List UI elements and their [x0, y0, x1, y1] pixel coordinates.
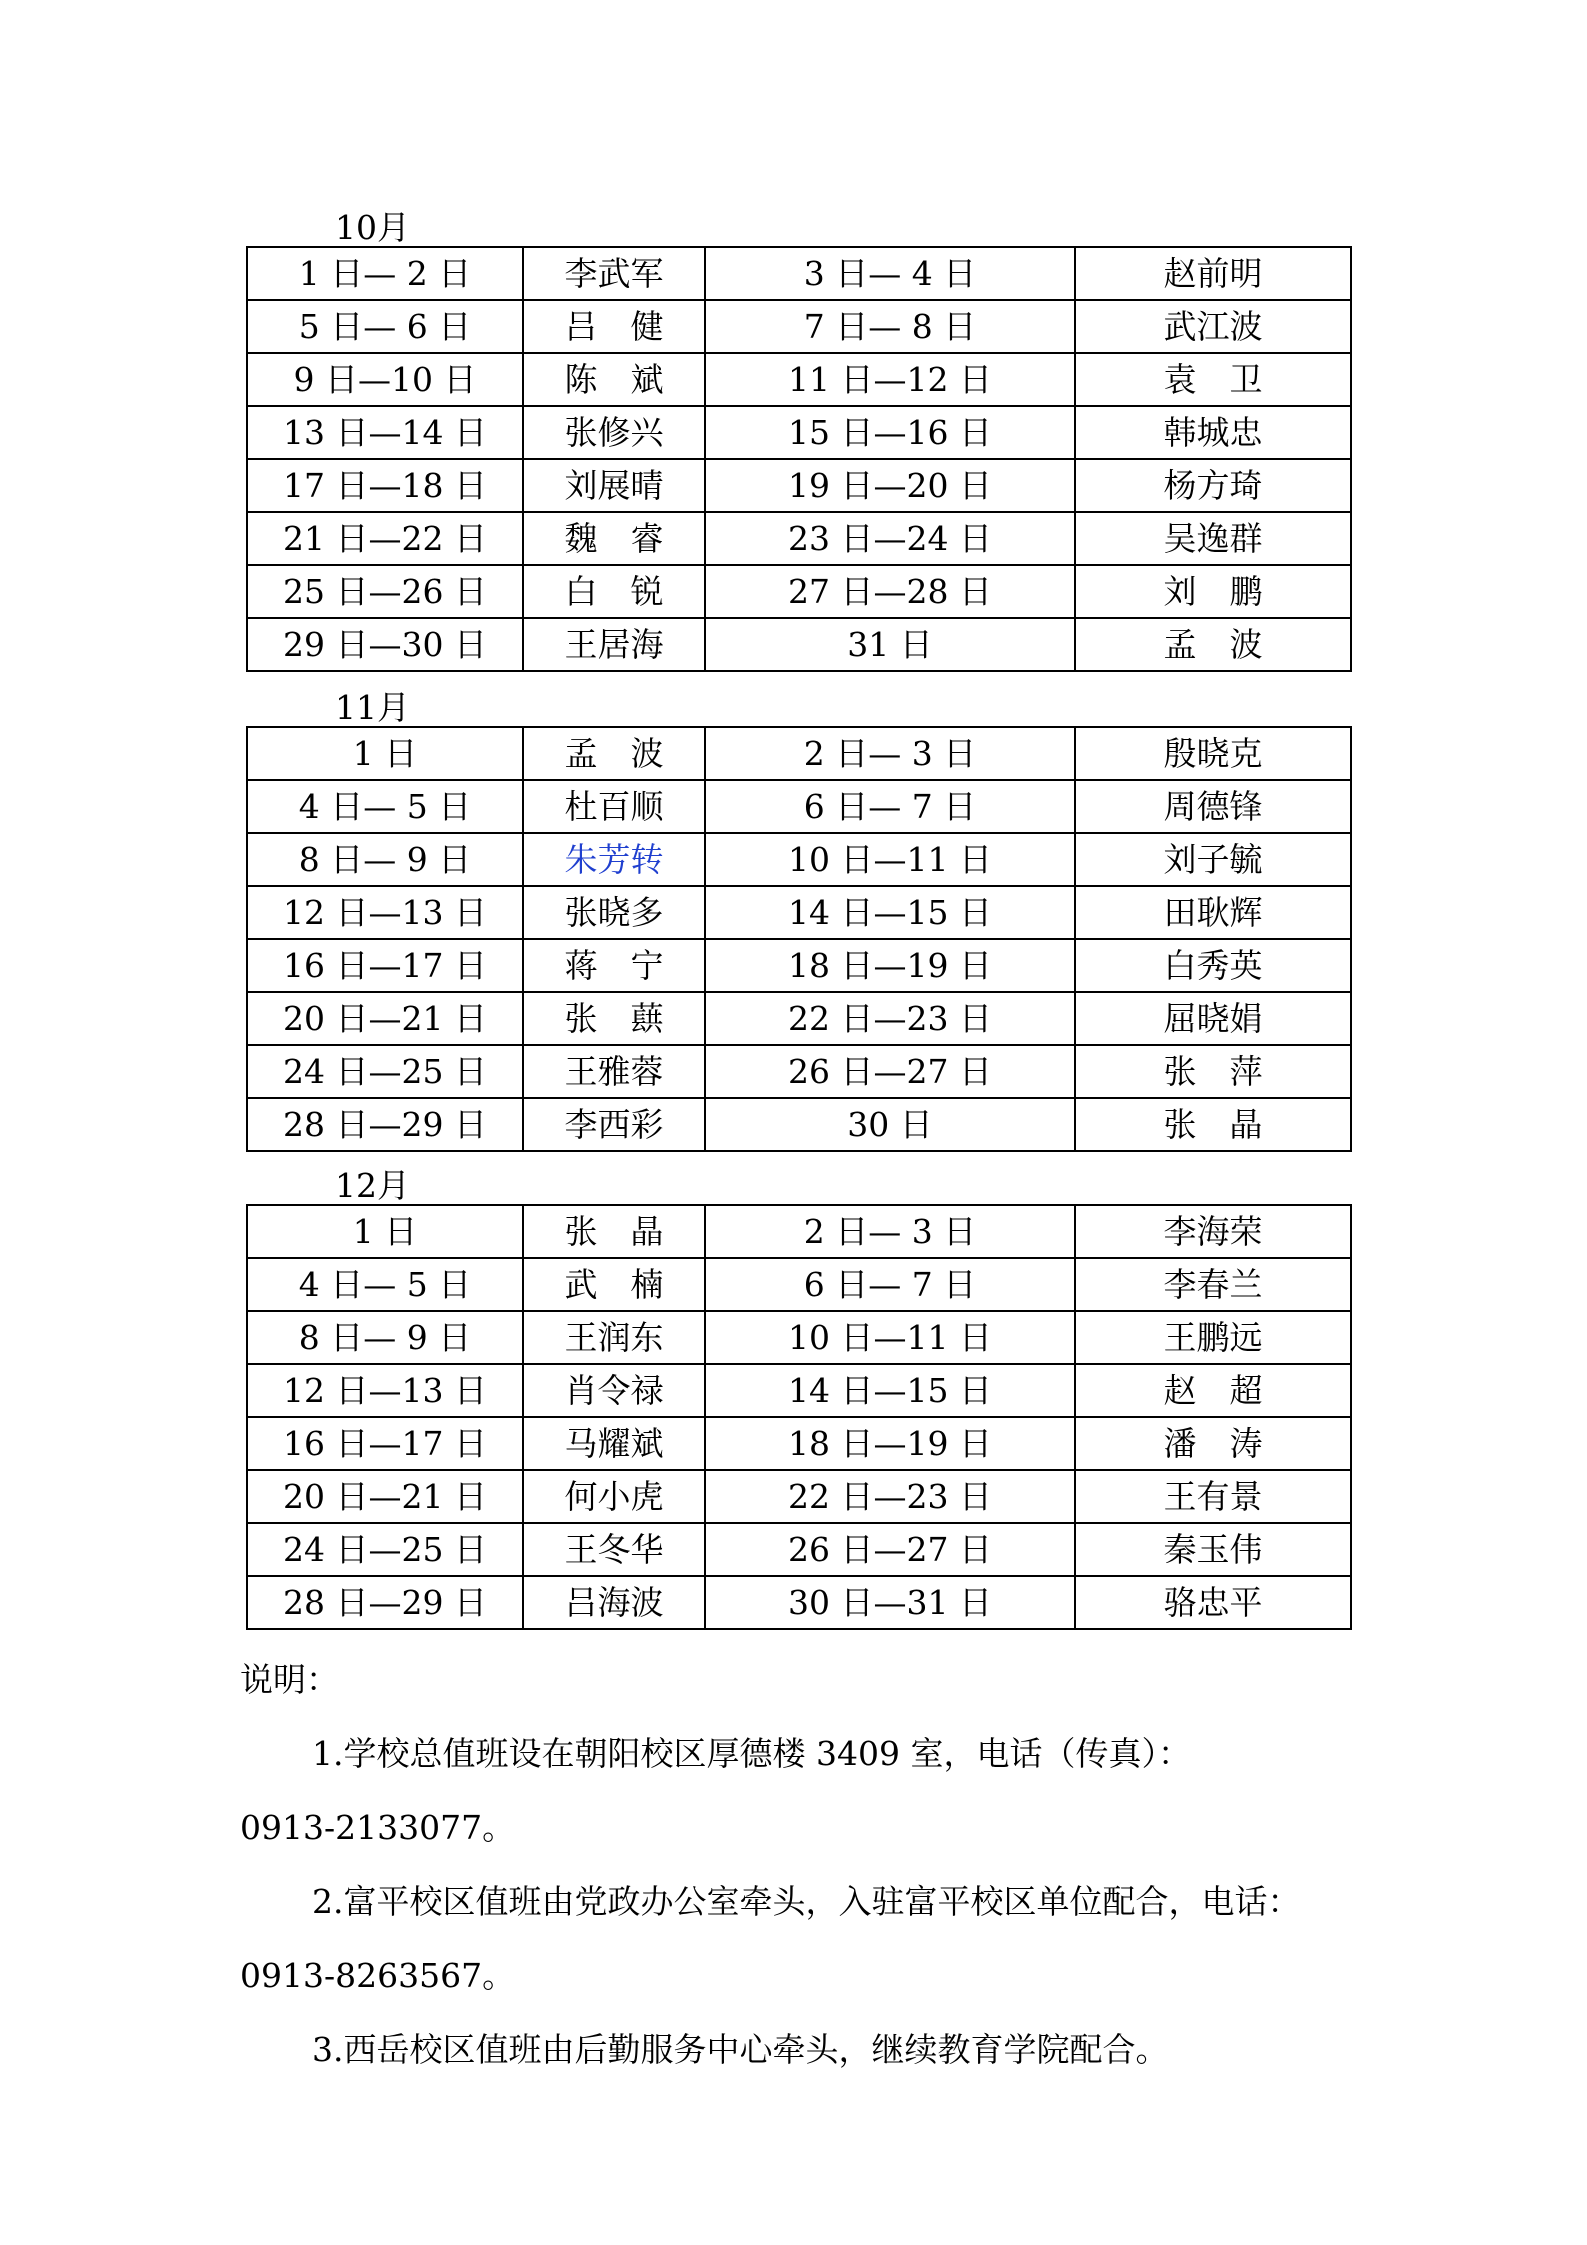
cell-date-range-b: 15 日—16 日	[705, 406, 1075, 459]
cell-person-b: 殷晓克	[1075, 727, 1351, 780]
cell-person-b: 王有景	[1075, 1470, 1351, 1523]
table-row	[247, 939, 1351, 992]
cell-person-a: 何小虎	[523, 1470, 705, 1523]
cell-date-range-b: 18 日—19 日	[705, 1417, 1075, 1470]
note-3-line-1: 3.西岳校区值班由后勤服务中心牵头，继续教育学院配合。	[312, 2030, 1169, 2069]
cell-person-a: 朱芳转	[523, 833, 705, 886]
cell-date-range-b: 6 日— 7 日	[705, 1258, 1075, 1311]
cell-date-range-b: 10 日—11 日	[705, 833, 1075, 886]
table-row	[247, 1311, 1351, 1364]
cell-person-a: 刘展晴	[523, 459, 705, 512]
cell-date-range-b: 6 日— 7 日	[705, 780, 1075, 833]
cell-person-b: 屈晓娟	[1075, 992, 1351, 1045]
cell-person-b: 刘子毓	[1075, 833, 1351, 886]
cell-person-b: 韩城忠	[1075, 406, 1351, 459]
cell-person-a: 张修兴	[523, 406, 705, 459]
cell-date-range-a: 24 日—25 日	[247, 1045, 523, 1098]
cell-person-b: 李春兰	[1075, 1258, 1351, 1311]
table-row	[247, 459, 1351, 512]
cell-date-range-a: 28 日—29 日	[247, 1576, 523, 1629]
table-row	[247, 992, 1351, 1045]
cell-date-range-a: 21 日—22 日	[247, 512, 523, 565]
duty-table-october	[246, 246, 1352, 672]
cell-date-range-b: 10 日—11 日	[705, 1311, 1075, 1364]
cell-date-range-a: 4 日— 5 日	[247, 1258, 523, 1311]
table-row	[247, 300, 1351, 353]
cell-date-range-a: 28 日—29 日	[247, 1098, 523, 1151]
cell-date-range-b: 19 日—20 日	[705, 459, 1075, 512]
note-2-line-2: 0913-8263567。	[240, 1956, 516, 1995]
cell-date-range-b: 22 日—23 日	[705, 992, 1075, 1045]
cell-person-a: 陈 斌	[523, 353, 705, 406]
cell-date-range-a: 1 日	[247, 727, 523, 780]
cell-date-range-a: 9 日—10 日	[247, 353, 523, 406]
cell-person-b: 赵 超	[1075, 1364, 1351, 1417]
cell-person-a: 王冬华	[523, 1523, 705, 1576]
cell-person-b: 骆忠平	[1075, 1576, 1351, 1629]
cell-person-b: 周德锋	[1075, 780, 1351, 833]
cell-person-b: 田耿辉	[1075, 886, 1351, 939]
month-label-november: 11月	[335, 688, 410, 727]
cell-person-a: 蒋 宁	[523, 939, 705, 992]
table-row	[247, 1576, 1351, 1629]
cell-person-a: 武 楠	[523, 1258, 705, 1311]
table-row	[247, 1364, 1351, 1417]
cell-date-range-b: 27 日—28 日	[705, 565, 1075, 618]
cell-person-a: 王润东	[523, 1311, 705, 1364]
cell-date-range-b: 18 日—19 日	[705, 939, 1075, 992]
table-row	[247, 618, 1351, 671]
table-row	[247, 833, 1351, 886]
cell-date-range-a: 1 日	[247, 1205, 523, 1258]
cell-person-a: 孟 波	[523, 727, 705, 780]
cell-person-b: 武江波	[1075, 300, 1351, 353]
cell-person-a: 魏 睿	[523, 512, 705, 565]
table-row	[247, 1205, 1351, 1258]
cell-person-a: 马耀斌	[523, 1417, 705, 1470]
cell-date-range-b: 22 日—23 日	[705, 1470, 1075, 1523]
cell-person-b: 杨方琦	[1075, 459, 1351, 512]
cell-date-range-b: 2 日— 3 日	[705, 1205, 1075, 1258]
notes-heading: 说明：	[240, 1660, 339, 1699]
cell-date-range-b: 2 日— 3 日	[705, 727, 1075, 780]
cell-person-a: 王雅蓉	[523, 1045, 705, 1098]
table-row	[247, 247, 1351, 300]
cell-date-range-b: 14 日—15 日	[705, 1364, 1075, 1417]
cell-person-b: 吴逸群	[1075, 512, 1351, 565]
cell-date-range-a: 24 日—25 日	[247, 1523, 523, 1576]
month-label-december: 12月	[335, 1166, 410, 1205]
cell-date-range-a: 17 日—18 日	[247, 459, 523, 512]
table-row	[247, 886, 1351, 939]
table-row	[247, 1258, 1351, 1311]
cell-date-range-a: 12 日—13 日	[247, 1364, 523, 1417]
cell-person-b: 王鹏远	[1075, 1311, 1351, 1364]
cell-person-a: 吕 健	[523, 300, 705, 353]
cell-person-a: 吕海波	[523, 1576, 705, 1629]
cell-person-a: 白 锐	[523, 565, 705, 618]
cell-date-range-a: 25 日—26 日	[247, 565, 523, 618]
cell-person-a: 张晓多	[523, 886, 705, 939]
table-row	[247, 406, 1351, 459]
table-row	[247, 565, 1351, 618]
cell-date-range-a: 16 日—17 日	[247, 1417, 523, 1470]
cell-person-b: 袁 卫	[1075, 353, 1351, 406]
cell-person-b: 潘 涛	[1075, 1417, 1351, 1470]
cell-person-b: 孟 波	[1075, 618, 1351, 671]
cell-person-a: 杜百顺	[523, 780, 705, 833]
cell-date-range-a: 8 日— 9 日	[247, 833, 523, 886]
cell-date-range-b: 3 日— 4 日	[705, 247, 1075, 300]
duty-table-december	[246, 1204, 1352, 1630]
cell-date-range-a: 29 日—30 日	[247, 618, 523, 671]
month-label-october: 10月	[335, 208, 410, 247]
table-row	[247, 1470, 1351, 1523]
cell-date-range-a: 20 日—21 日	[247, 992, 523, 1045]
cell-date-range-a: 4 日— 5 日	[247, 780, 523, 833]
cell-date-range-b: 26 日—27 日	[705, 1523, 1075, 1576]
cell-person-b: 张 萍	[1075, 1045, 1351, 1098]
note-2-line-1: 2.富平校区值班由党政办公室牵头，入驻富平校区单位配合，电话：	[312, 1882, 1301, 1921]
table-row	[247, 1098, 1351, 1151]
cell-date-range-b: 14 日—15 日	[705, 886, 1075, 939]
cell-date-range-a: 20 日—21 日	[247, 1470, 523, 1523]
cell-date-range-b: 11 日—12 日	[705, 353, 1075, 406]
duty-table-november	[246, 726, 1352, 1152]
cell-person-a: 张 晶	[523, 1205, 705, 1258]
cell-person-b: 李海荣	[1075, 1205, 1351, 1258]
cell-person-b: 张 晶	[1075, 1098, 1351, 1151]
cell-person-b: 白秀英	[1075, 939, 1351, 992]
cell-person-a: 李西彩	[523, 1098, 705, 1151]
cell-person-a: 李武军	[523, 247, 705, 300]
cell-date-range-b: 23 日—24 日	[705, 512, 1075, 565]
cell-date-range-a: 5 日— 6 日	[247, 300, 523, 353]
cell-date-range-a: 8 日— 9 日	[247, 1311, 523, 1364]
table-row	[247, 727, 1351, 780]
cell-date-range-a: 1 日— 2 日	[247, 247, 523, 300]
table-row	[247, 353, 1351, 406]
table-row	[247, 512, 1351, 565]
table-row	[247, 1523, 1351, 1576]
cell-date-range-b: 31 日	[705, 618, 1075, 671]
cell-person-a: 张 蕻	[523, 992, 705, 1045]
cell-person-a: 王居海	[523, 618, 705, 671]
note-1-line-1: 1.学校总值班设在朝阳校区厚德楼 3409 室，电话（传真）：	[312, 1734, 1191, 1773]
cell-date-range-a: 13 日—14 日	[247, 406, 523, 459]
cell-date-range-b: 30 日	[705, 1098, 1075, 1151]
table-row	[247, 1045, 1351, 1098]
cell-date-range-b: 30 日—31 日	[705, 1576, 1075, 1629]
note-1-line-2: 0913-2133077。	[240, 1808, 516, 1847]
cell-person-b: 刘 鹏	[1075, 565, 1351, 618]
table-row	[247, 1417, 1351, 1470]
cell-date-range-a: 12 日—13 日	[247, 886, 523, 939]
cell-person-b: 秦玉伟	[1075, 1523, 1351, 1576]
cell-date-range-b: 26 日—27 日	[705, 1045, 1075, 1098]
cell-person-a: 肖令禄	[523, 1364, 705, 1417]
cell-date-range-a: 16 日—17 日	[247, 939, 523, 992]
table-row	[247, 780, 1351, 833]
cell-date-range-b: 7 日— 8 日	[705, 300, 1075, 353]
cell-person-b: 赵前明	[1075, 247, 1351, 300]
